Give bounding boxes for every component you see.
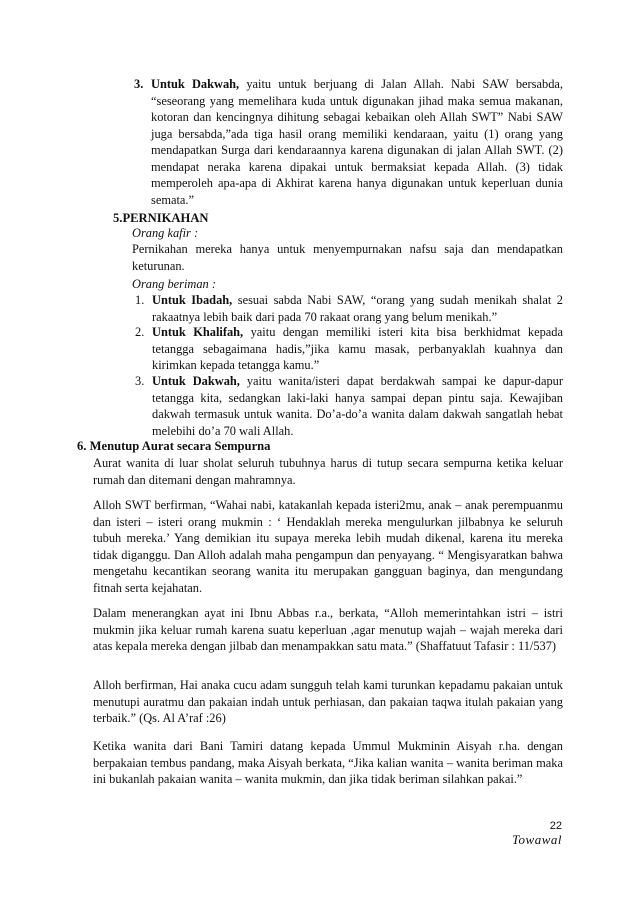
list-number: 2. bbox=[135, 325, 145, 339]
orang-beriman-label: Orang beriman : bbox=[132, 277, 216, 291]
list-item-title: Untuk Khalifah, bbox=[152, 325, 244, 339]
list-item-text: yaitu untuk berjuang di Jalan Allah. Nabi SAW bersabda, “seseorang yang memelihara kuda untuk digunakan jihad maka semua makanan, kotoran dan kencingnya dihitung sebagai kebaikan oleh Allah SWT” Nabi SAW juga bersabda,”ada tiga hasil orang memiliki kendaraan, yaitu (1) orang yang mendapatkan Surga dari kendaraannya karena digunakan di jalan Allah SWT. (2) mendapat neraka karena dipakai untuk bermaksiat kepada Allah. (3) tidak memperoleh apa-apa di Akhirat karena hanya digunakan untuk keperluan dunia semata.” bbox=[151, 77, 563, 207]
footer-signature: Towawal bbox=[512, 832, 562, 847]
list-item-text: yaitu wanita/isteri dapat berdakwah sampai ke dapur-dapur tetangga kita, sedangkan laki-laki hanya sampai depan pintu saja. Kewajiban dakwah termasuk untuk wanita. Do’a-do’a wanita dalam dakwah sangatlah hebat melebihi do’a 70 wali Allah. bbox=[152, 374, 563, 438]
page-number: 22 bbox=[549, 820, 562, 832]
list-item-title: Untuk Dakwah, bbox=[151, 77, 240, 91]
section-heading-aurat: 6. Menutup Aurat secara Sempurna bbox=[77, 439, 271, 453]
list-item-title: Untuk Dakwah, bbox=[152, 374, 240, 388]
list-item-dakwah-kendaraan bbox=[134, 76, 563, 208]
list-item-ibadah bbox=[135, 292, 563, 325]
list-number: 3. bbox=[135, 374, 145, 388]
list-number: 1. bbox=[135, 293, 145, 307]
paragraph: Alloh berfirman, Hai anaka cucu adam sungguh telah kami turunkan kepadamu pakaian untuk menutupi auratmu dan pakaian indah untuk perhiasan, dan pakaian taqwa itulah pakaian yang terbaik.” (Qs. Al A’raf :26) bbox=[93, 678, 563, 725]
orang-kafir-label: Orang kafir : bbox=[132, 226, 199, 240]
list-item-text: yaitu dengan memiliki isteri kita bisa berkhidmat kepada tetangga sebagaimana hadis,”jika kamu masak, perbanyaklah kuahnya dan kirimkan kepada tetangga kamu.” bbox=[152, 325, 564, 372]
list-item-dakwah bbox=[135, 373, 563, 439]
paragraph: Aurat wanita di luar sholat seluruh tubuhnya harus di tutup secara sempurna ketika keluar rumah dan ditemani dengan mahramnya. bbox=[93, 456, 563, 487]
paragraph: Alloh SWT berfirman, “Wahai nabi, katakanlah kepada isteri2mu, anak – anak perempuanmu dan isteri – isteri orang mukmin : ‘ Hendaklah mereka mengulurkan jilbabnya ke seluruh tubuh mereka.’ Yang demikian itu supaya mereka lebih mudah dikenal, karena itu mereka tidak diganggu. Dan Alloh adalah maha pengampun dan penyayang. “ Mengisyaratkan bahwa mengetahu kecantikan seorang wanita itu merupakan gangguan baginya, dan mengundang fitnah serta kejahatan. bbox=[93, 498, 563, 595]
list-item-text: sesuai sabda Nabi SAW, “orang yang sudah menikah shalat 2 rakaatnya lebih baik dari pada 70 rakaat orang yang belum menikah.” bbox=[152, 293, 563, 324]
list-number: 3. bbox=[134, 77, 144, 91]
paragraph: Dalam menerangkan ayat ini Ibnu Abbas r.a., berkata, “Alloh memerintahkan istri – istri mukmin jika keluar rumah karena suatu keperluan ,agar menutup wajah – wajah mereka dari atas kepala mereka dengan jilbab dan menampakkan satu mata.” (Shaffatuut Tafasir : 11/537) bbox=[93, 606, 563, 653]
paragraph: Ketika wanita dari Bani Tamiri datang kepada Ummul Mukminin Aisyah r.ha. dengan berpakaian tembus pandang, maka Aisyah berkata, “Jika kalian wanita – wanita beriman maka ini bukanlah pakaian wanita – wanita mukmin, dan jika tidak beriman silahkan pakai.” bbox=[93, 739, 563, 786]
orang-kafir-text: Pernikahan mereka hanya untuk menyempurnakan nafsu saja dan mendapatkan keturunan. bbox=[132, 242, 563, 273]
list-item-title: Untuk Ibadah, bbox=[152, 293, 233, 307]
section-heading-pernikahan: 5.PERNIKAHAN bbox=[113, 211, 209, 225]
list-item-khalifah bbox=[135, 324, 564, 374]
